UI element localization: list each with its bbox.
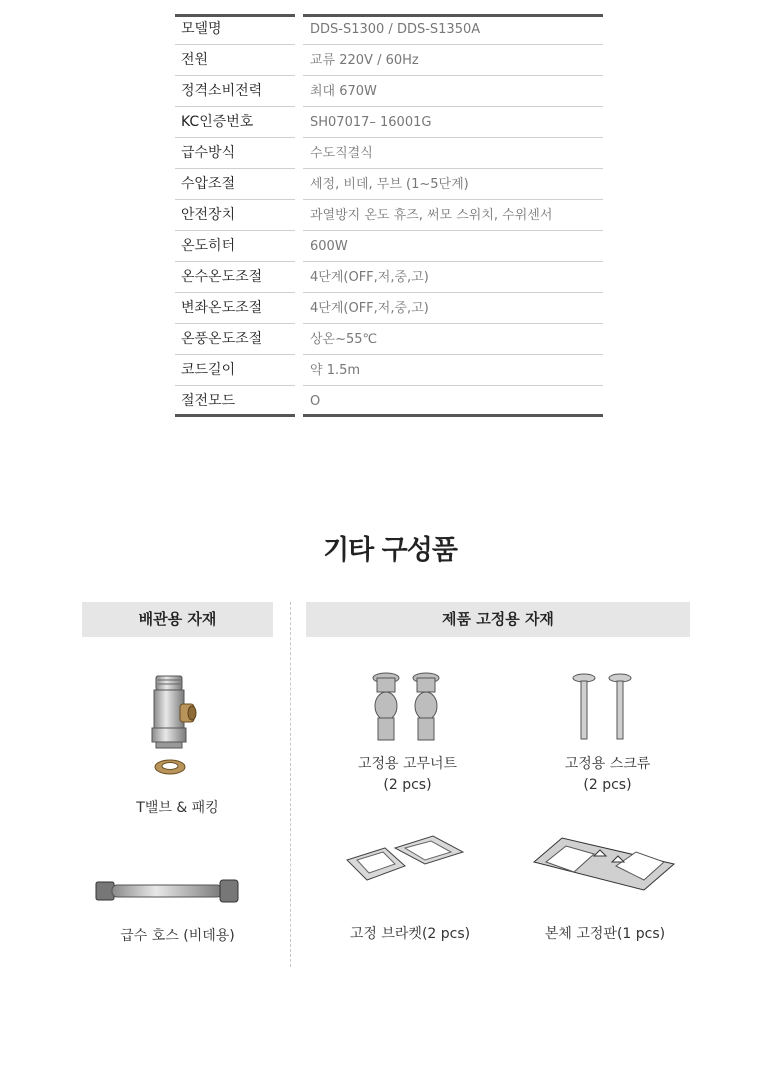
t-valve-label: T밸브 & 패킹	[136, 800, 219, 816]
spec-key: 정격소비전력	[175, 76, 295, 107]
spec-key: 변좌온도조절	[175, 293, 295, 324]
base-plate-icon	[532, 832, 676, 894]
bracket-label: 고정 브라켓(2 pcs)	[349, 926, 471, 942]
spec-row	[175, 169, 603, 200]
section-title: 기타 구성품	[323, 535, 457, 566]
spec-key: 온수온도조절	[175, 262, 295, 293]
spec-value: 수도직결식	[303, 138, 603, 169]
water-hose-icon	[92, 874, 242, 908]
spec-row	[175, 107, 603, 138]
spec-row	[175, 324, 603, 355]
spec-row	[175, 262, 603, 293]
spec-key: 안전장치	[175, 200, 295, 231]
spec-key: 온도히터	[175, 231, 295, 262]
t-valve-icon	[140, 672, 200, 782]
water-hose-label: 급수 호스 (비데용)	[120, 928, 235, 944]
spec-row	[175, 45, 603, 76]
spec-key: KC인증번호	[175, 107, 295, 138]
spec-value: 교류 220V / 60Hz	[303, 45, 603, 76]
spec-value: 600W	[303, 231, 603, 262]
screw-icon	[564, 672, 644, 742]
spec-row	[175, 138, 603, 169]
spec-key: 절전모드	[175, 386, 295, 417]
spec-row	[175, 355, 603, 386]
rubber-nut-qty: (2 pcs)	[383, 777, 432, 793]
screw-name: 고정용 스크류	[564, 756, 651, 772]
spec-value: 약 1.5m	[303, 355, 603, 386]
spec-key: 온풍온도조절	[175, 324, 295, 355]
spec-key: 급수방식	[175, 138, 295, 169]
spec-key: 모델명	[175, 14, 295, 45]
spec-key: 전원	[175, 45, 295, 76]
rubber-nut-icon	[368, 670, 448, 750]
plumbing-header: 배관용 자재	[82, 602, 273, 637]
spec-row	[175, 200, 603, 231]
spec-key: 코드길이	[175, 355, 295, 386]
screw-qty: (2 pcs)	[583, 777, 632, 793]
spec-value: 세정, 비데, 무브 (1~5단계)	[303, 169, 603, 200]
spec-value: 상온~55℃	[303, 324, 603, 355]
spec-row	[175, 293, 603, 324]
rubber-nut-name: 고정용 고무너트	[357, 756, 458, 772]
spec-value: DDS-S1300 / DDS-S1350A	[303, 14, 603, 45]
fixing-header: 제품 고정용 자재	[306, 602, 690, 637]
spec-row	[175, 386, 603, 417]
spec-value: SH07017– 16001G	[303, 107, 603, 138]
spec-value: O	[303, 386, 603, 417]
screw-label	[520, 754, 695, 796]
base-plate-label: 본체 고정판(1 pcs)	[544, 926, 666, 942]
spec-value: 4단계(OFF,저,중,고)	[303, 262, 603, 293]
column-divider	[290, 602, 291, 967]
rubber-nut-label	[320, 754, 495, 796]
spec-table	[175, 14, 603, 417]
spec-row	[175, 76, 603, 107]
spec-row	[175, 14, 603, 45]
spec-key: 수압조절	[175, 169, 295, 200]
bracket-icon	[343, 830, 468, 890]
spec-value: 최대 670W	[303, 76, 603, 107]
spec-value: 4단계(OFF,저,중,고)	[303, 293, 603, 324]
spec-value: 과열방지 온도 휴즈, 써모 스위치, 수위센서	[303, 200, 603, 231]
spec-row	[175, 231, 603, 262]
